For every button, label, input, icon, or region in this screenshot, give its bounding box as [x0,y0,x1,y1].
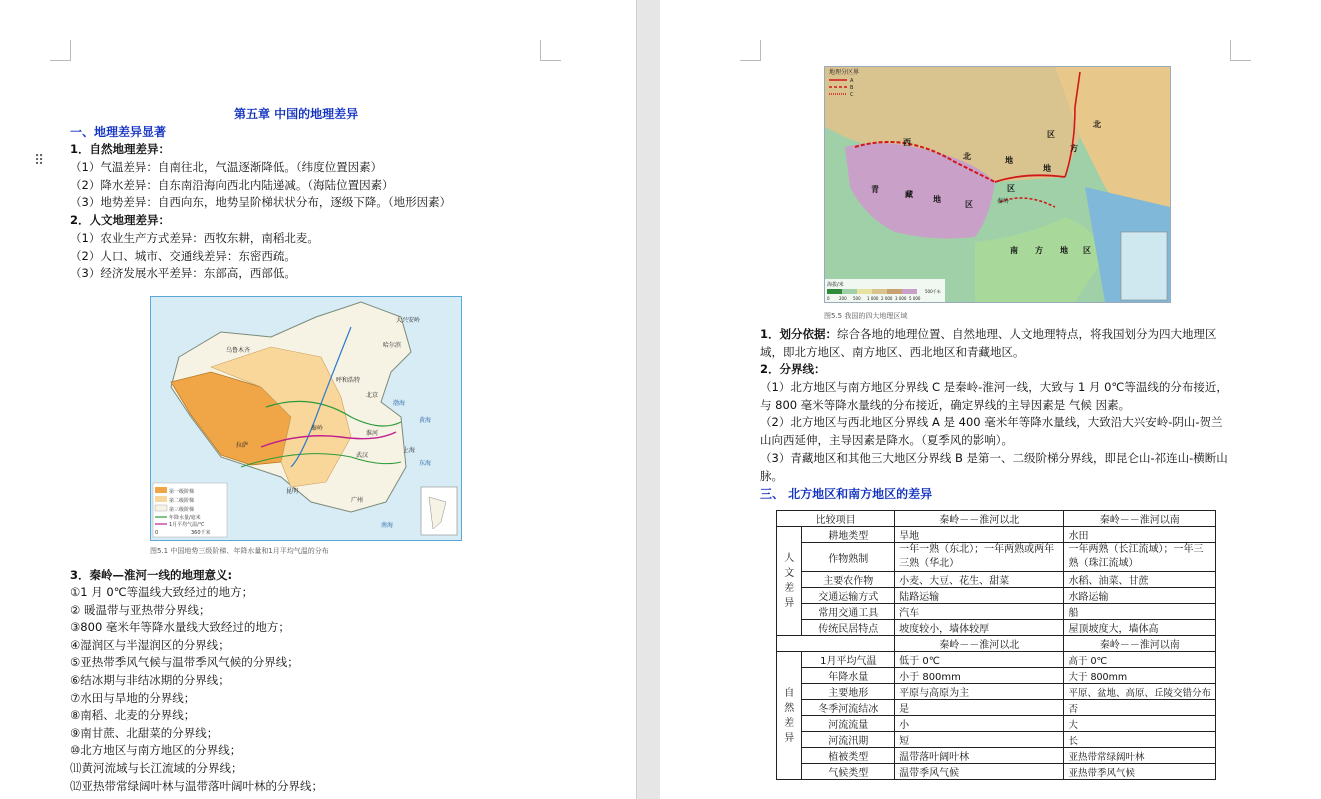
comparison-table [776,510,1216,780]
subheading-human: 2．人文地理差异： [70,213,171,227]
item-cell: 常用交通工具 [802,604,895,620]
header-cell: 秦岭－－淮河以南 [1064,511,1216,527]
legend-step2: 第二级阶梯 [169,498,195,504]
meaning-item: ⑥结冰期与非结冰期的分界线； [70,673,230,687]
north-cell: 小于 800mm [895,668,1064,684]
north-cell: 温带季风气候 [895,764,1064,780]
region-char-8: 区 [1007,184,1015,193]
header-cell: 秦岭－－淮河以北 [895,511,1064,527]
map2-scale: 500千米 [925,289,941,294]
region-char-14: 方 [1035,246,1043,255]
sea-nanhai: 南海 [381,522,394,529]
table-row [777,732,1216,748]
section-heading-1: 一、地理差异显著 [70,125,167,139]
legend-precip: 年降水量/毫米 [169,515,201,521]
south-cell: 水路运输 [1064,588,1216,604]
item-cell: 主要地形 [802,684,895,700]
elev-0: 0 [827,296,830,301]
city-guangzhou: 广州 [351,497,364,504]
region-char-6: 方 [1070,144,1078,153]
item-cell: 交通运输方式 [802,588,895,604]
south-cell: 长 [1064,732,1216,748]
region-char-11: 地 [933,195,941,204]
table-row [777,527,1216,543]
south-cell: 大于 800mm [1064,668,1216,684]
terrain-map-figure [150,296,462,541]
city-wuhan: 武汉 [356,452,369,459]
south-cell: 屋顶坡度大，墙体高 [1064,620,1216,636]
table-row [777,588,1216,604]
table-row [777,511,1216,527]
table-row [777,636,1216,652]
label-daxinganling: 大兴安岭 [396,317,421,324]
city-harbin: 哈尔滨 [383,342,402,349]
city-kunming: 昆明 [286,488,299,495]
map2-caption: 图5.5 我国的四大地理区域 [824,312,908,320]
meaning-item: ② 暖温带与亚热带分界线； [70,602,211,617]
meaning-item: ⑿亚热带常绿阔叶林与温带落叶阔叶林的分界线； [70,778,323,793]
region-char-1: 西 [903,138,911,147]
legend-c: C [850,92,854,98]
meaning-item: ⑧南稻、北麦的分界线； [70,708,196,723]
meaning-item: ③800 毫米年等降水量线大致经过的地方； [70,620,290,635]
south-cell: 一年两熟（长江流域）；一年三熟（珠江流域） [1064,543,1216,572]
elev-1: 200 [839,296,847,301]
legend-step3: 第三级阶梯 [169,507,195,513]
item-cell: 河流流量 [802,716,895,732]
label-qinling: 秦岭 [997,198,1010,205]
header-cell: 比较项目 [777,511,895,527]
meaning-item: ⑤亚热带季风气候与温带季风气候的分界线； [70,655,299,670]
map1-caption: 图5.1 中国地势三级阶梯、年降水量和1月平均气温的分布 [150,547,329,555]
header-cell: 秦岭－－淮河以南 [1064,636,1216,652]
document-page-right [660,0,1321,799]
region-char-9: 青 [871,185,879,194]
scale-zero: 0 [155,530,159,536]
south-cell: 平原、盆地、高原、丘陵交错分布 [1064,684,1216,700]
item-cell: 年降水量 [802,668,895,684]
elevation-label: 海拔/米 [827,282,844,288]
region-char-5: 北 [1093,120,1101,129]
elev-2: 500 [853,296,861,301]
item-cell: 1月平均气温 [802,652,895,668]
legend-temp: 1月平均气温/℃ [169,522,205,528]
north-cell: 汽车 [895,604,1064,620]
natural-line-1: （1）气温差异：自南往北，气温逐渐降低。（纬度位置因素） [70,160,383,174]
region-char-3: 地 [1005,156,1013,165]
region-char-2: 北 [963,152,971,161]
label-qinling: 秦岭 [311,425,324,432]
subheading-natural: 1．自然地理差异： [70,142,171,156]
subheading-boundary: 2．分界线： [760,362,826,376]
margin-mark-top-right [1230,40,1251,61]
legend-b: B [850,85,854,91]
meaning-item: ④湿润区与半湿润区的分界线； [70,637,230,652]
scale-label: 360千米 [191,530,211,536]
human-line-3: （3）经济发展水平差异：东部高，西部低。 [70,266,296,280]
sea-huanghai: 黄海 [419,417,432,424]
region-char-16: 区 [1083,246,1091,255]
document-page-left [0,0,636,799]
regions-map [825,67,1170,302]
meaning-item: ⑦水田与旱地的分界线； [70,690,196,705]
sea-donghai: 东海 [419,460,432,467]
human-line-1: （1）农业生产方式差异：西牧东耕，南稻北麦。 [70,231,319,245]
natural-line-2: （2）降水差异：自东南沿海向西北内陆递减。（海陆位置因素） [70,178,394,192]
item-cell: 主要农作物 [802,572,895,588]
elev-3: 1 000 [867,296,879,301]
margin-mark-top-left [740,40,761,61]
paragraph-boundary-c: （1）北方地区与南方地区分界线 C 是秦岭-淮河一线，大致与 1 月 0℃等温线的分布接近，与 800 毫米等降水量线的分布接近，确定界线的主导因素是 气候 因素。 [760,380,1228,412]
meaning-item: ①1 月 0℃等温线大致经过的地方； [70,585,254,599]
group-label-natural: 自 然 差 异 [777,652,802,780]
sea-bohai: 渤海 [393,400,406,407]
item-cell: 冬季河流结冰 [802,700,895,716]
legend-step1: 第一级阶梯 [169,489,195,495]
north-cell: 陆路运输 [895,588,1064,604]
table-row [777,764,1216,780]
region-char-13: 南 [1010,246,1018,255]
north-cell: 短 [895,732,1064,748]
drag-handle-icon[interactable]: ⠿ [34,153,46,169]
human-line-2: （2）人口、城市、交通线差异：东密西疏。 [70,249,296,263]
north-cell: 低于 0℃ [895,652,1064,668]
elev-5: 3 000 [895,296,907,301]
table-row [777,748,1216,764]
table-row [777,620,1216,636]
north-cell: 小麦、大豆、花生、甜菜 [895,572,1064,588]
north-cell: 温带落叶阔叶林 [895,748,1064,764]
north-cell: 一年一熟（东北）；一年两熟或两年三熟（华北） [895,543,1064,572]
south-cell: 大 [1064,716,1216,732]
terrain-map [151,297,461,540]
legend-title: 地理分区界 [829,69,860,76]
south-cell: 亚热带常绿阔叶林 [1064,748,1216,764]
table-row [777,543,1216,572]
elev-6: 5 000 [909,296,921,301]
paragraph-boundary-b: （3）青藏地区和其他三大地区分界线 B 是第一、二级阶梯分界线，即昆仑山-祁连山-横断山脉。 [760,451,1228,483]
basis-heading: 1．划分依据： [760,327,838,341]
north-cell: 平原与高原为主 [895,684,1064,700]
south-cell: 水稻、油菜、甘蔗 [1064,572,1216,588]
south-cell: 水田 [1064,527,1216,543]
regions-map-figure [824,66,1171,303]
margin-mark-top-left [50,40,71,61]
item-cell: 耕地类型 [802,527,895,543]
meaning-item: ⑨南甘蔗、北甜菜的分界线； [70,725,219,740]
meaning-item: ⑾黄河流域与长江流域的分界线； [70,761,243,775]
table-row [777,668,1216,684]
south-cell: 高于 0℃ [1064,652,1216,668]
paragraph-basis [760,326,1232,361]
item-cell: 气候类型 [802,764,895,780]
section-heading-3: 三、 北方地区和南方地区的差异 [760,487,933,501]
north-cell: 是 [895,700,1064,716]
basis-text: 综合各地的地理位置、自然地理、人文地理特点，将我国划分为四大地理区域，即北方地区、南方地区、西北地区和青藏地区。 [760,327,1217,359]
table-row [777,572,1216,588]
region-char-15: 地 [1060,246,1068,255]
city-urumqi: 乌鲁木齐 [226,347,251,354]
south-cell: 船 [1064,604,1216,620]
empty-cell [777,636,895,652]
table-row [777,604,1216,620]
margin-mark-top-right [540,40,561,61]
paragraph-boundary-a: （2）北方地区与西北地区分界线 A 是 400 毫米年等降水量线，大致沿大兴安岭-阴山-贺兰山向西延伸，主导因素是降水。（夏季风的影响）。 [760,415,1223,447]
north-cell: 坡度较小，墙体较厚 [895,620,1064,636]
group-label-human: 人 文 差 异 [777,527,802,636]
meaning-item: ⑩北方地区与南方地区的分界线； [70,743,242,758]
table-row [777,700,1216,716]
item-cell: 作物熟制 [802,543,895,572]
header-cell: 秦岭－－淮河以北 [895,636,1064,652]
page-gap [636,0,661,799]
city-hohhot: 呼和浩特 [336,377,361,384]
item-cell: 传统民居特点 [802,620,895,636]
south-cell: 否 [1064,700,1216,716]
legend-a: A [850,78,854,84]
item-cell: 河流汛期 [802,732,895,748]
elev-4: 2 000 [881,296,893,301]
subheading-qinling: 3．秦岭—淮河一线的地理意义: [70,568,233,582]
city-lhasa: 拉萨 [236,442,249,449]
north-cell: 旱地 [895,527,1064,543]
item-cell: 植被类型 [802,748,895,764]
region-char-4: 区 [1047,130,1055,139]
city-shanghai: 上海 [403,447,416,454]
table-row [777,652,1216,668]
natural-line-3: （3）地势差异：自西向东，地势呈阶梯状状分布，逐级下降。（地形因素） [70,195,452,209]
label-huaihe: 淮河 [366,430,379,437]
city-beijing: 北京 [366,392,379,399]
table-row [777,716,1216,732]
south-cell: 亚热带季风气候 [1064,764,1216,780]
north-cell: 小 [895,716,1064,732]
region-char-7: 地 [1043,164,1051,173]
chapter-title: 第五章 中国的地理差异 [234,107,359,121]
region-char-10: 藏 [905,190,913,199]
table-row [777,684,1216,700]
region-char-12: 区 [965,200,973,209]
